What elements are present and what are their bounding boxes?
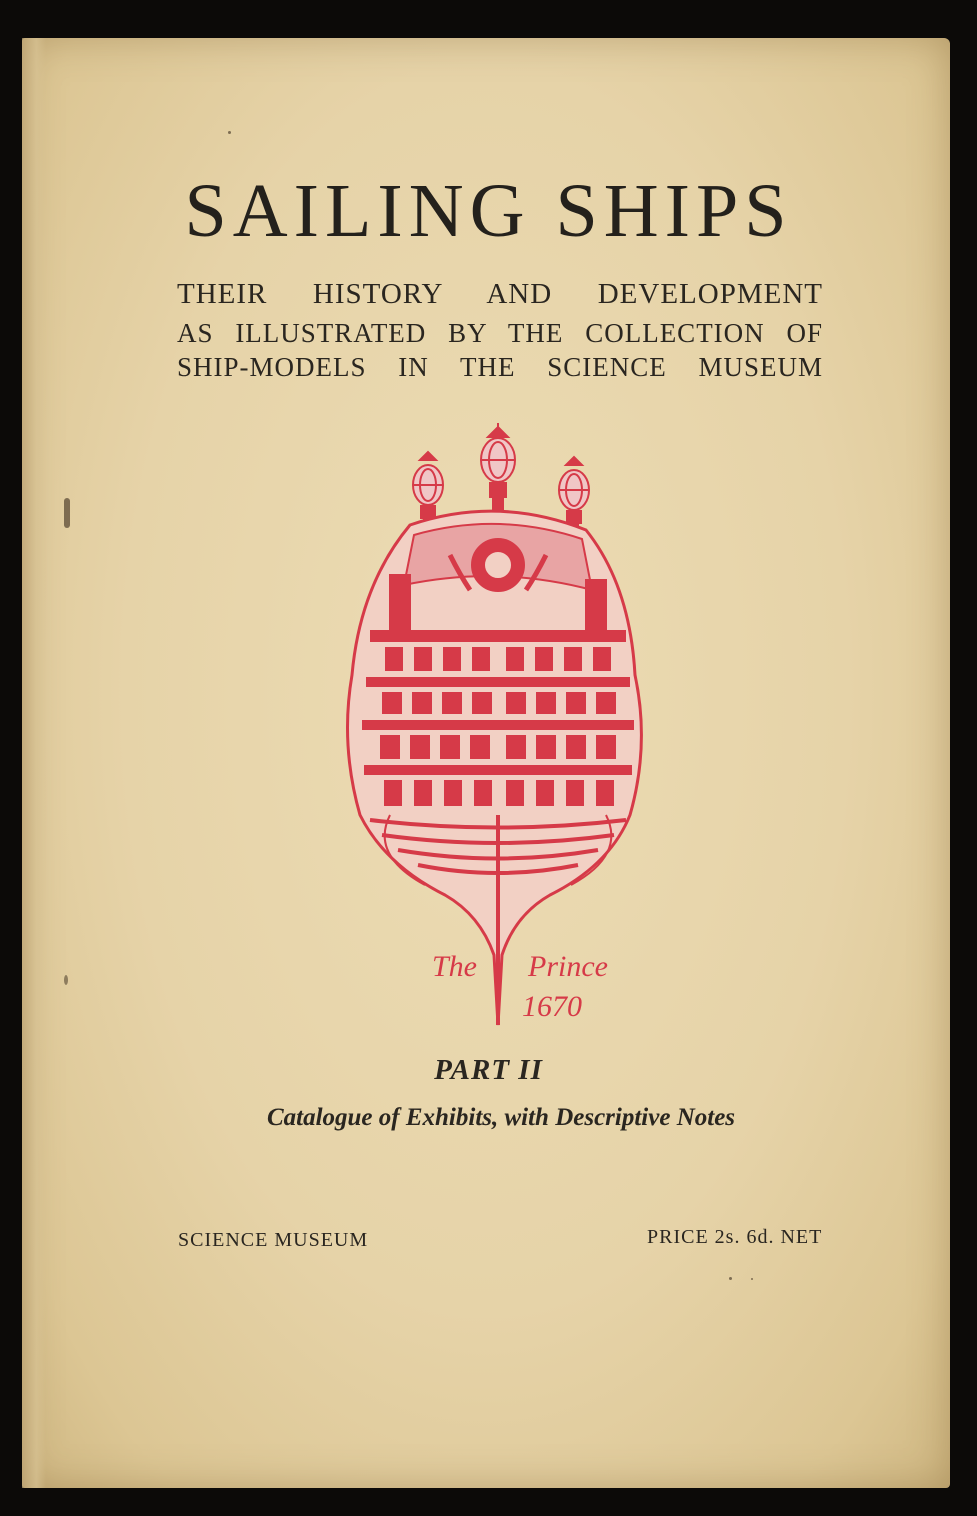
subtitle-line-3: SHIP-MODELS IN THE SCIENCE MUSEUM [177, 352, 823, 382]
foxing-spot [729, 1277, 732, 1280]
part-heading: PART II [434, 1054, 543, 1086]
foxing-spot [64, 975, 68, 985]
ship-stern-illustration [330, 415, 650, 1035]
subtitle-line-1: THEIR HISTORY AND DEVELOPMENT [177, 278, 823, 310]
foxing-spot [64, 498, 70, 528]
part-description: Catalogue of Exhibits, with Descriptive Notes [266, 1104, 736, 1131]
foxing-spot [228, 131, 231, 134]
caption-prince: Prince [528, 950, 608, 983]
caption-the: The [432, 950, 477, 983]
cover-worn-edge [22, 38, 46, 1488]
foxing-spot [751, 1278, 753, 1280]
price-label: PRICE 2s. 6d. NET [647, 1226, 823, 1248]
publisher-label: SCIENCE MUSEUM [178, 1229, 369, 1251]
subtitle-line-2: AS ILLUSTRATED BY THE COLLECTION OF [177, 318, 823, 348]
caption-year: 1670 [522, 990, 582, 1023]
book-title: SAILING SHIPS [184, 169, 793, 253]
